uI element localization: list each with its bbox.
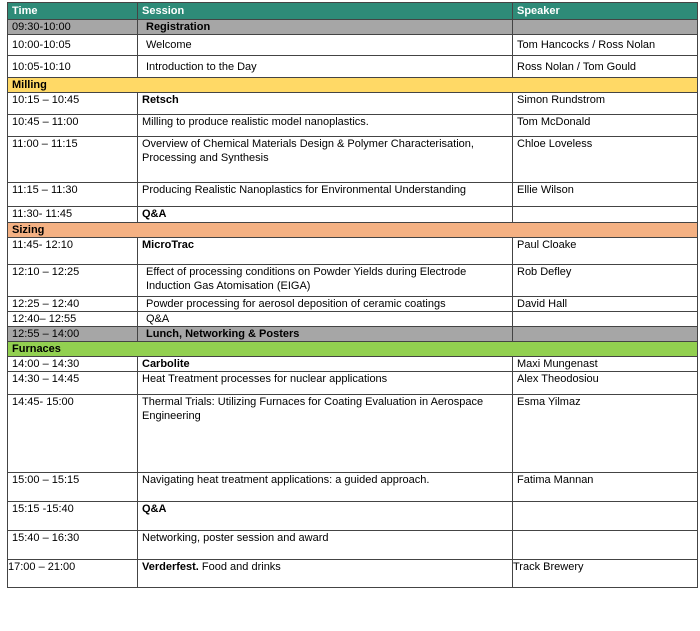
speaker-cell: Fatima Mannan xyxy=(513,473,698,502)
table-row xyxy=(8,473,698,502)
time-cell: 10:45 – 11:00 xyxy=(8,115,138,137)
header-speaker: Speaker xyxy=(513,3,698,20)
speaker-cell: Ross Nolan / Tom Gould xyxy=(513,56,698,78)
time-cell: 17:00 – 21:00 xyxy=(8,560,138,588)
header-row xyxy=(8,3,698,20)
session-cell: Retsch xyxy=(138,93,513,115)
speaker-cell: Chloe Loveless xyxy=(513,137,698,183)
speaker-cell xyxy=(513,312,698,327)
table-row xyxy=(8,372,698,395)
table-row xyxy=(8,56,698,78)
header-time: Time xyxy=(8,3,138,20)
speaker-cell: Tom McDonald xyxy=(513,115,698,137)
table-row xyxy=(8,93,698,115)
table-row xyxy=(8,395,698,473)
table-row xyxy=(8,183,698,207)
time-cell: 11:45- 12:10 xyxy=(8,238,138,265)
time-cell: 12:10 – 12:25 xyxy=(8,265,138,297)
session-cell: Q&A xyxy=(138,312,513,327)
speaker-cell: Rob Defley xyxy=(513,265,698,297)
speaker-cell: Maxi Mungenast xyxy=(513,357,698,372)
time-cell: 14:00 – 14:30 xyxy=(8,357,138,372)
time-cell: 12:55 – 14:00 xyxy=(8,327,138,342)
session-cell: Welcome xyxy=(138,35,513,56)
speaker-cell: Track Brewery xyxy=(513,560,698,588)
table-row xyxy=(8,35,698,56)
speaker-cell: Ellie Wilson xyxy=(513,183,698,207)
time-cell: 10:15 – 10:45 xyxy=(8,93,138,115)
session-cell: Q&A xyxy=(138,502,513,531)
time-cell: 12:25 – 12:40 xyxy=(8,297,138,312)
speaker-cell: Paul Cloake xyxy=(513,238,698,265)
session-cell: Producing Realistic Nanoplastics for Environmental Understanding xyxy=(138,183,513,207)
section-label: Furnaces xyxy=(8,342,698,357)
session-cell: Lunch, Networking & Posters xyxy=(138,327,513,342)
section-row-furnaces xyxy=(8,342,698,357)
speaker-cell xyxy=(513,20,698,35)
table-row xyxy=(8,312,698,327)
table-row xyxy=(8,502,698,531)
speaker-cell: Esma Yilmaz xyxy=(513,395,698,473)
session-cell: Carbolite xyxy=(138,357,513,372)
session-cell: Milling to produce realistic model nanoplastics. xyxy=(138,115,513,137)
time-cell: 10:00-10:05 xyxy=(8,35,138,56)
table-row xyxy=(8,327,698,342)
time-cell: 15:15 -15:40 xyxy=(8,502,138,531)
session-name: Verderfest. xyxy=(142,561,199,573)
session-cell: Navigating heat treatment applications: a guided approach. xyxy=(138,473,513,502)
speaker-cell: David Hall xyxy=(513,297,698,312)
table-row xyxy=(8,560,698,588)
table-row xyxy=(8,20,698,35)
session-cell: Networking, poster session and award xyxy=(138,531,513,560)
session-cell: Powder processing for aerosol deposition of ceramic coatings xyxy=(138,297,513,312)
session-cell: MicroTrac xyxy=(138,238,513,265)
time-cell: 10:05-10:10 xyxy=(8,56,138,78)
section-label: Sizing xyxy=(8,223,698,238)
table-row xyxy=(8,207,698,223)
time-cell: 11:30- 11:45 xyxy=(8,207,138,223)
table-row xyxy=(8,265,698,297)
header-session: Session xyxy=(138,3,513,20)
session-cell: Registration xyxy=(138,20,513,35)
session-cell: Q&A xyxy=(138,207,513,223)
section-row-milling xyxy=(8,78,698,93)
speaker-cell xyxy=(513,327,698,342)
table-row xyxy=(8,531,698,560)
speaker-cell: Tom Hancocks / Ross Nolan xyxy=(513,35,698,56)
session-cell: Effect of processing conditions on Powder Yields during Electrode Induction Gas Atomisation (EIGA) xyxy=(138,265,513,297)
time-cell: 12:40– 12:55 xyxy=(8,312,138,327)
session-detail: Food and drinks xyxy=(198,561,281,573)
time-cell: 15:00 – 15:15 xyxy=(8,473,138,502)
section-label: Milling xyxy=(8,78,698,93)
table-row xyxy=(8,297,698,312)
table-row xyxy=(8,357,698,372)
time-cell: 15:40 – 16:30 xyxy=(8,531,138,560)
time-cell: 09:30-10:00 xyxy=(8,20,138,35)
session-cell: Overview of Chemical Materials Design & Polymer Characterisation, Processing and Synthesis xyxy=(138,137,513,183)
time-cell: 11:15 – 11:30 xyxy=(8,183,138,207)
session-cell: Heat Treatment processes for nuclear applications xyxy=(138,372,513,395)
time-cell: 14:30 – 14:45 xyxy=(8,372,138,395)
section-row-sizing xyxy=(8,223,698,238)
table-row xyxy=(8,238,698,265)
speaker-cell xyxy=(513,531,698,560)
table-row xyxy=(8,115,698,137)
session-cell: Introduction to the Day xyxy=(138,56,513,78)
session-cell: Thermal Trials: Utilizing Furnaces for Coating Evaluation in Aerospace Engineering xyxy=(138,395,513,473)
session-cell xyxy=(138,560,513,588)
time-cell: 14:45- 15:00 xyxy=(8,395,138,473)
speaker-cell: Alex Theodosiou xyxy=(513,372,698,395)
time-cell: 11:00 – 11:15 xyxy=(8,137,138,183)
speaker-cell xyxy=(513,207,698,223)
speaker-cell: Simon Rundstrom xyxy=(513,93,698,115)
table-row xyxy=(8,137,698,183)
agenda-table xyxy=(7,2,698,588)
speaker-cell xyxy=(513,502,698,531)
